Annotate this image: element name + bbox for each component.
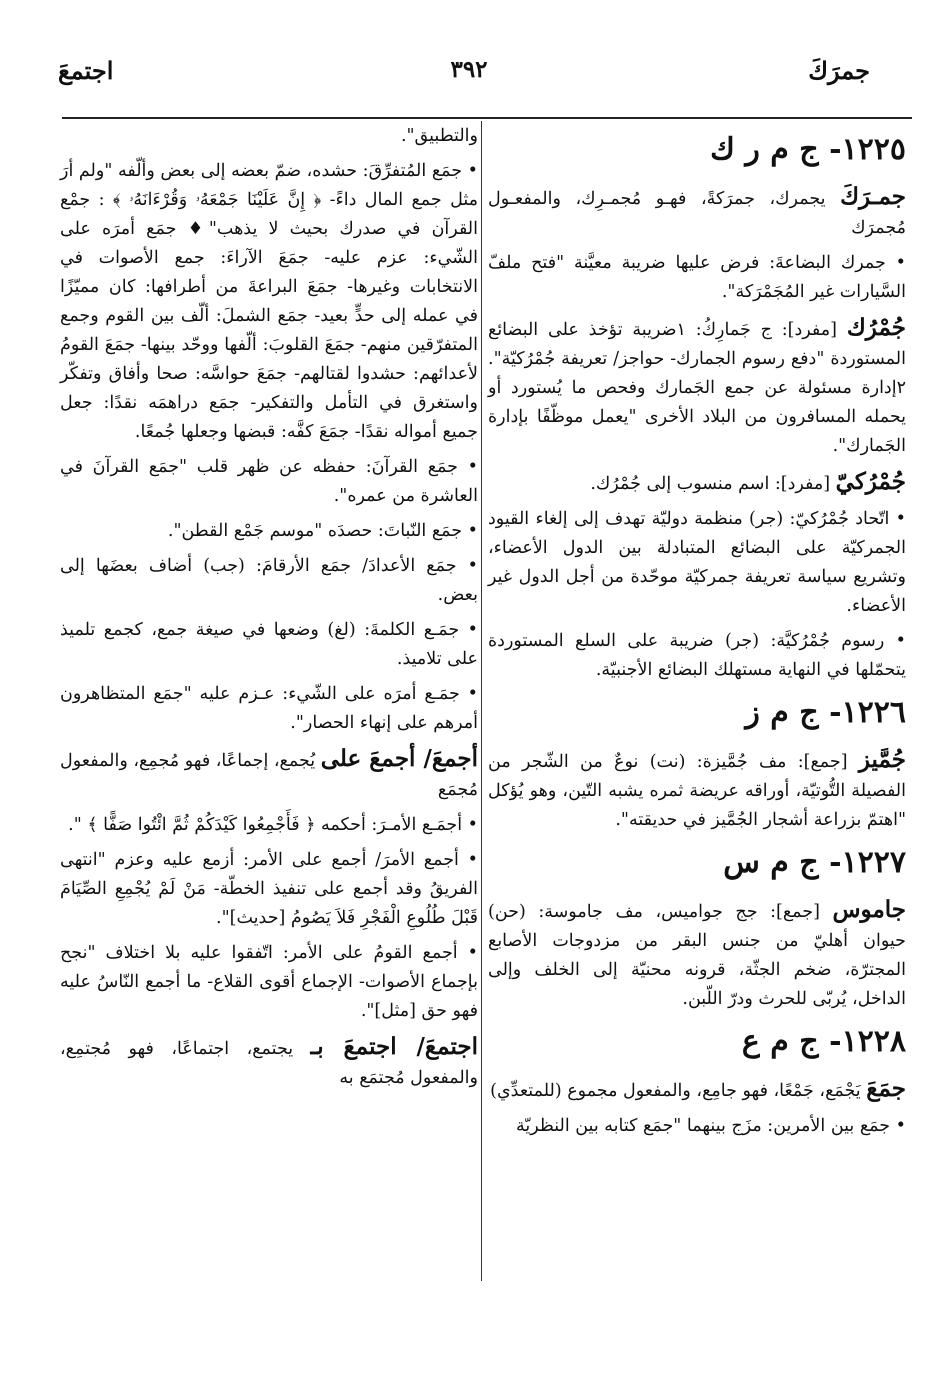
left-column: [60, 122, 478, 1099]
page-number: ٣٩٢: [450, 56, 488, 83]
entry-definition: يجمرك، جمرَكةً، فهـو مُجمـرِك، والمفعـول مُجمرَك: [488, 189, 906, 238]
sense-item: • اتّحاد جُمْرُكيّ: (جر) منظمة دوليّة تهدف إلى إلغاء القيود الجمركيّة على البضائع المتبادلة بين الدول الأعضاء، وتشريع سياسة تعريفة جمركيّة موحّدة من أجل الدول غير الأعضاء.: [488, 509, 906, 616]
sense-item: • جمرك البضاعةَ: فرض عليها ضريبة معيَّنة "فتح ملفّ السَّيارات غير المُجَمْرَكة".: [488, 253, 906, 302]
header-left-word: اجتمعَ: [58, 56, 114, 85]
entry-definition: يجتمع، اجتماعًا، فهو مُجتمِع، والمفعول مُجتمَع به: [60, 1039, 478, 1088]
dictionary-entry: [488, 313, 906, 461]
sense-item: • جمَع الأعدادَ/ جمَع الأرقامَ: (جب) أضاف بعضَها إلى بعض.: [60, 556, 478, 605]
entry-headword: جُمْرُك: [846, 314, 906, 341]
entry-definition: [مفرد]: ج جَمارِكُ: ١ضريبة تؤخذ على البضائع المستوردة "دفع رسوم الجمارك- حواجز/ تعريفة جُمْرُكيّة". ٢إدارة مسئولة عن جمع الجَمارك وفحص ما يُستورد أو يحمله المسافرون من البلاد الأخرى "يعمل موظّفًا بإدارة الجَمارك".: [488, 320, 906, 456]
entry-headword: جمـرَكَ: [840, 183, 906, 210]
entry-headword: جاموس: [832, 896, 906, 923]
header-rule: [62, 117, 912, 119]
sense-item: • رسوم جُمْرُكيَّة: (جر) ضريبة على السلع المستوردة يتحمّلها في النهاية مستهلك البضائع الأجنبيّة.: [488, 631, 906, 680]
sense-item: • جمَع القرآنَ: حفظه عن ظهر قلب "جمَع القرآنَ في العاشرة من عمره".: [60, 457, 478, 506]
right-column: [488, 122, 906, 1147]
entry-definition: [جمع]: جج جواميس، مف جاموسة: (حن) حيوان أهليّ من جنس البقر من مزدوجات الأصابع المجترّة، ضخم الجثّة، قرونه محنيّة إلى الخلف وإلى الداخل، يُربّى للحرث ودرّ اللّبن.: [488, 902, 906, 1009]
dictionary-entry: [488, 895, 906, 1014]
root-heading: ١٢٢٨- ج م ع: [741, 1024, 906, 1059]
dictionary-entry: [488, 182, 906, 243]
sense-item: • أجمع الأمرَ/ أجمع على الأمر: أزمع عليه وعزم "انتهى الفريقُ وقد أجمع على تنفيذ الخطّة- مَنْ لَمْ يُجْمِعِ الصِّيَامَ قَبْلَ طُلُوعِ الْفَجْرِ فَلاَ يَصُومُ [حديث]".: [60, 850, 478, 928]
entry-definition: [مفرد]: اسم منسوب إلى جُمْرُك.: [590, 474, 836, 494]
root-heading: ١٢٢٧- ج م س: [723, 845, 906, 880]
column-divider: [481, 121, 482, 1281]
text-line: والتطبيق".: [400, 126, 478, 146]
header-right-word: جمرَكَ: [808, 56, 870, 85]
entry-headword: أجمعَ/ أجمعَ على: [320, 745, 479, 772]
sense-item: • جمَـع الكلمةَ: (لغ) وضعها في صيغة جمع، كجمع تلميذ على تلاميذ.: [60, 620, 478, 669]
sense-item: • جمَع المُتفرِّقَ: حشده، ضمّ بعضه إلى بعض وألّفه "ولم أرَ مثل جمع المال داءً- ﴿ إِنَّ عَلَيْنَا جَمْعَهُۥ وَقُرْءَانَهُۥ ﴾ : جمْع القرآن في صدرك بحيث لا يذهب"♦ جمَع أمرَه على الشّيء: عزم عليه- جمَعَ الآراءَ: جمع الأصوات في الانتخابات وغيرها- جمَعَ البراعةَ من أطرافها: كان مميّزًا في عمله إلى حدٍّ بعيد- جمَع الشملَ: ألّف بين القوم وجمع المتفرّقين منهم- جمَعَ القلوبَ: ألّفها ووحّد بينها- جمَعَ القومُ لأعدائهم: حشدوا لقتالهم- جمَعَ حواسَّه: صحا وأفاق وتفكّر واستغرق في التأمل والتفكير- جمَع دراهمَه نقدًا: جعل جميع أمواله نقدًا- جمَعَ كفَّه: قبضها وجعلها جُمعًا.: [60, 161, 478, 442]
dictionary-entry: [60, 1032, 478, 1093]
dictionary-entry: [488, 467, 906, 499]
sense-item: • أجمَـع الأمـرَ: أحكمه ﴿ فَأَجْمِعُوا كَيْدَكُمْ ثُمَّ ائْتُوا صَفًّا ﴾ ".: [68, 815, 478, 835]
entry-headword: جُمْرُكيّ: [835, 468, 906, 495]
root-heading: ١٢٢٥- ج م ر ك: [710, 132, 906, 167]
page-header: [0, 56, 938, 108]
dictionary-entry: [60, 744, 478, 805]
dictionary-entry: [488, 1074, 906, 1106]
sense-item: • أجمع القومُ على الأمر: اتّفقوا عليه بلا اختلاف "نجح بإجماع الأصوات- الإجماع أقوى القلاع- ما أجمع النّاسُ عليه فهو حق [مثل]".: [60, 943, 478, 1021]
sense-item: • جمَع بين الأمرين: مزَج بينهما "جمَع كتابه بين النظريّة: [515, 1116, 906, 1136]
root-heading: ١٢٢٦- ج م ز: [745, 695, 906, 730]
sense-item: • جمَع النّباتَ: حصدَه "موسم جَمْع القطن".: [167, 521, 478, 541]
sense-item: • جمَـع أمرَه على الشّيء: عـزم عليه "جمَع المتظاهرون أمرهم على إنهاء الحصار".: [60, 684, 478, 733]
entry-headword: جُمَّيز: [858, 746, 906, 773]
entry-headword: اجتمعَ/ اجتمعَ بـ: [310, 1033, 478, 1060]
entry-headword: جمَعَ: [866, 1075, 906, 1102]
entry-definition: يُجمع، إجماعًا، فهو مُجمِع، والمفعول مُجمَع: [60, 751, 478, 800]
dictionary-entry: [488, 745, 906, 835]
entry-definition: يَجْمَع، جَمْعًا، فهو جامِع، والمفعول مجموع (للمتعدِّي): [490, 1081, 867, 1101]
entry-definition: [جمع]: مف جُمَّيزة: (نت) نوعٌ من الشّجر من الفصيلة التُّوتيّة، أوراقه عريضة ثمره يشبه التّين، وهو يُؤكل "اهتمّ بزراعة أشجار الجُمَّيز في حديقته".: [488, 752, 906, 830]
